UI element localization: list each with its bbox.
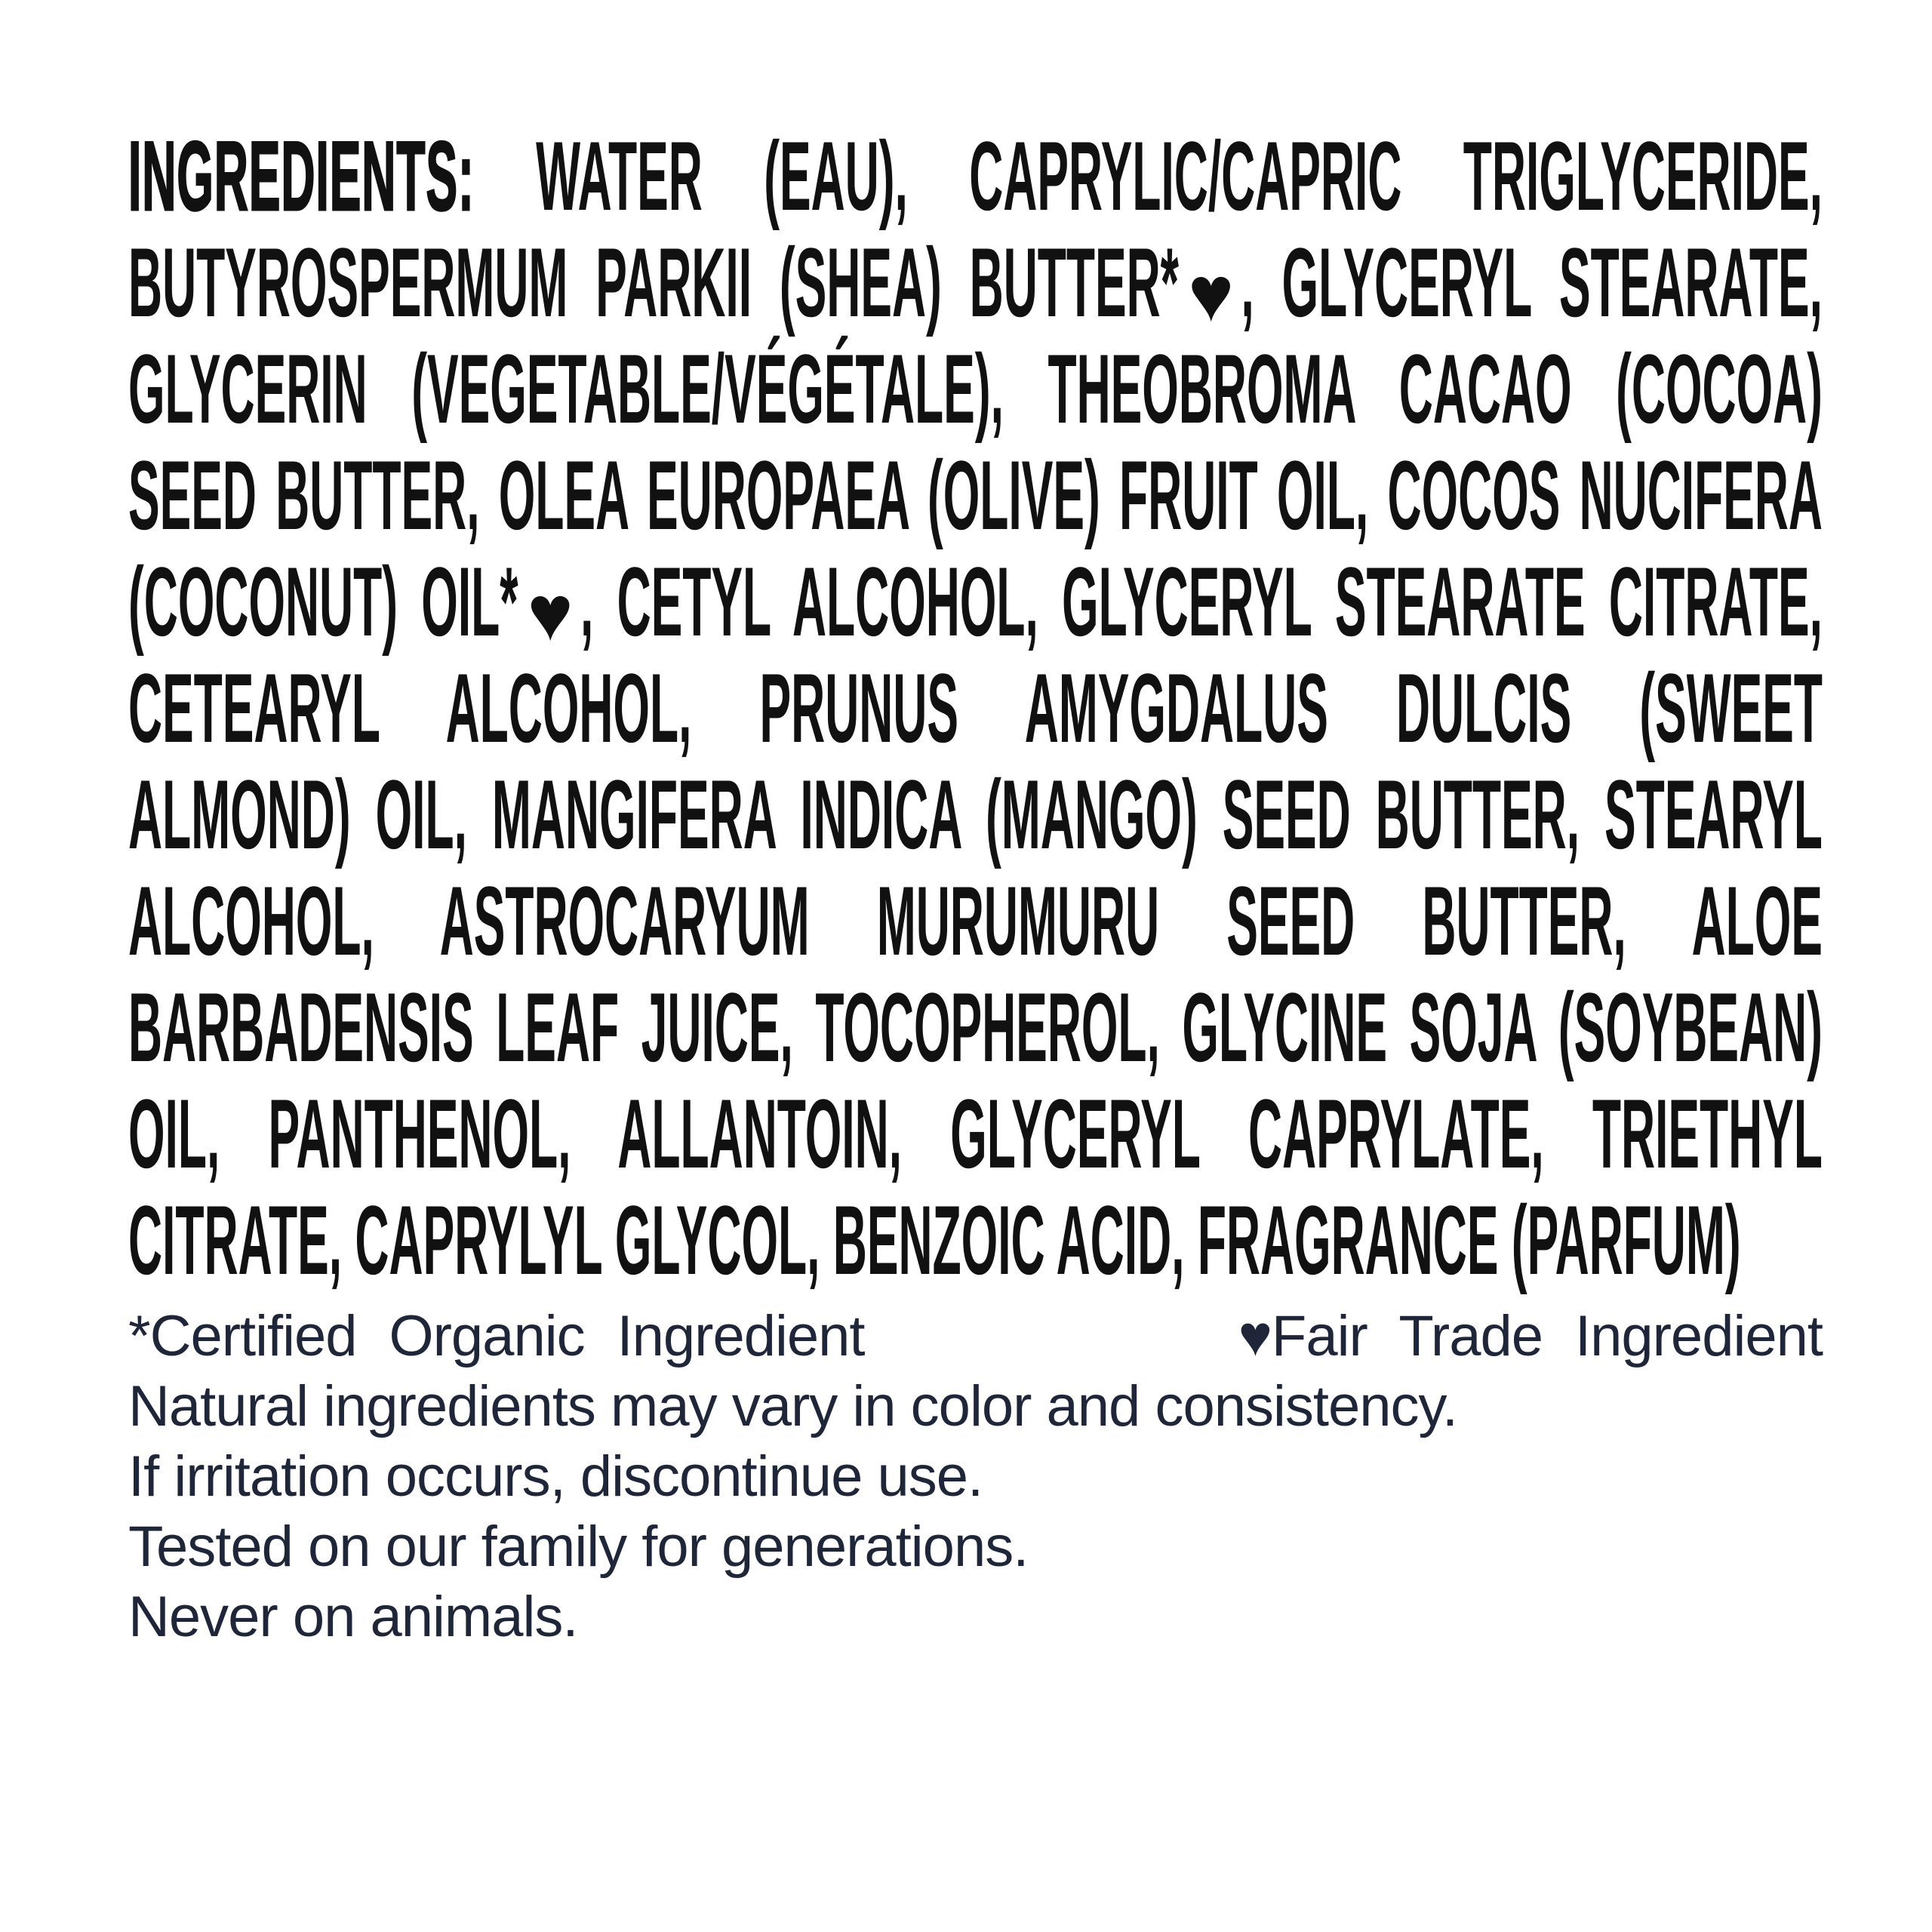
ingredients-line: CITRATE, CAPRYLYL GLYCOL, BENZOIC ACID, FRAGRANCE (PARFUM)	[128, 1185, 1741, 1295]
ingredients-line: ALCOHOL, ASTROCARYUM MURUMURU SEED BUTTER, ALOE	[128, 866, 1823, 976]
ingredients-line: GLYCERIN (VEGETABLE/VÉGÉTALE), THEOBROMA CACAO (COCOA)	[128, 334, 1823, 444]
fair-trade-heart-icon: ♥	[1188, 251, 1235, 339]
ingredients-line-text: (COCONUT) OIL*	[128, 546, 518, 657]
ingredients-line	[128, 227, 1823, 339]
footnote-never-on-animals: Never on animals.	[128, 1585, 578, 1649]
ingredients-line	[128, 546, 1823, 658]
label-text-column	[128, 123, 1823, 1652]
ingredients-line-text: , GLYCERYL STEARATE,	[1241, 227, 1823, 337]
ingredients-line-text: WATER (EAU), CAPRYLIC/CAPRIC TRIGLYCERIDE,	[536, 121, 1823, 231]
certified-organic-note: *Certified Organic Ingredient	[128, 1304, 865, 1368]
ingredients-line: BARBADENSIS LEAF JUICE, TOCOPHEROL, GLYCINE SOJA (SOYBEAN)	[128, 972, 1823, 1082]
ingredients-line-text: , CETYL ALCOHOL, GLYCERYL STEARATE CITRATE,	[580, 546, 1823, 657]
ingredients-line: ALMOND) OIL, MANGIFERA INDICA (MANGO) SEED BUTTER, STEARYL	[128, 759, 1823, 869]
fair-trade-heart-icon: ♥	[1238, 1304, 1272, 1368]
fair-trade-heart-icon: ♥	[527, 570, 574, 658]
ingredients-paragraph	[128, 123, 1823, 1294]
ingredients-line: CETEARYL ALCOHOL, PRUNUS AMYGDALUS DULCIS (SWEET	[128, 653, 1823, 763]
ingredients-line: OIL, PANTHENOL, ALLANTOIN, GLYCERYL CAPRYLATE, TRIETHYL	[128, 1078, 1823, 1189]
footnotes-block	[128, 1301, 1823, 1652]
footnote-variability: Natural ingredients may vary in color and consistency.	[128, 1374, 1457, 1438]
fair-trade-note	[1238, 1301, 1823, 1371]
footnote-legend-row	[128, 1301, 1823, 1371]
footnote-tested: Tested on our family for generations.	[128, 1515, 1029, 1579]
ingredients-line	[128, 123, 1823, 229]
footnote-irritation: If irritation occurs, discontinue use.	[128, 1444, 983, 1509]
ingredients-line: SEED BUTTER, OLEA EUROPAEA (OLIVE) FRUIT OIL, COCOS NUCIFERA	[128, 440, 1823, 550]
ingredients-line-text: BUTYROSPERMUM PARKII (SHEA) BUTTER*	[128, 227, 1179, 337]
fair-trade-note-text: Fair Trade Ingredient	[1271, 1304, 1823, 1368]
ingredients-heading: INGREDIENTS:	[128, 121, 475, 231]
